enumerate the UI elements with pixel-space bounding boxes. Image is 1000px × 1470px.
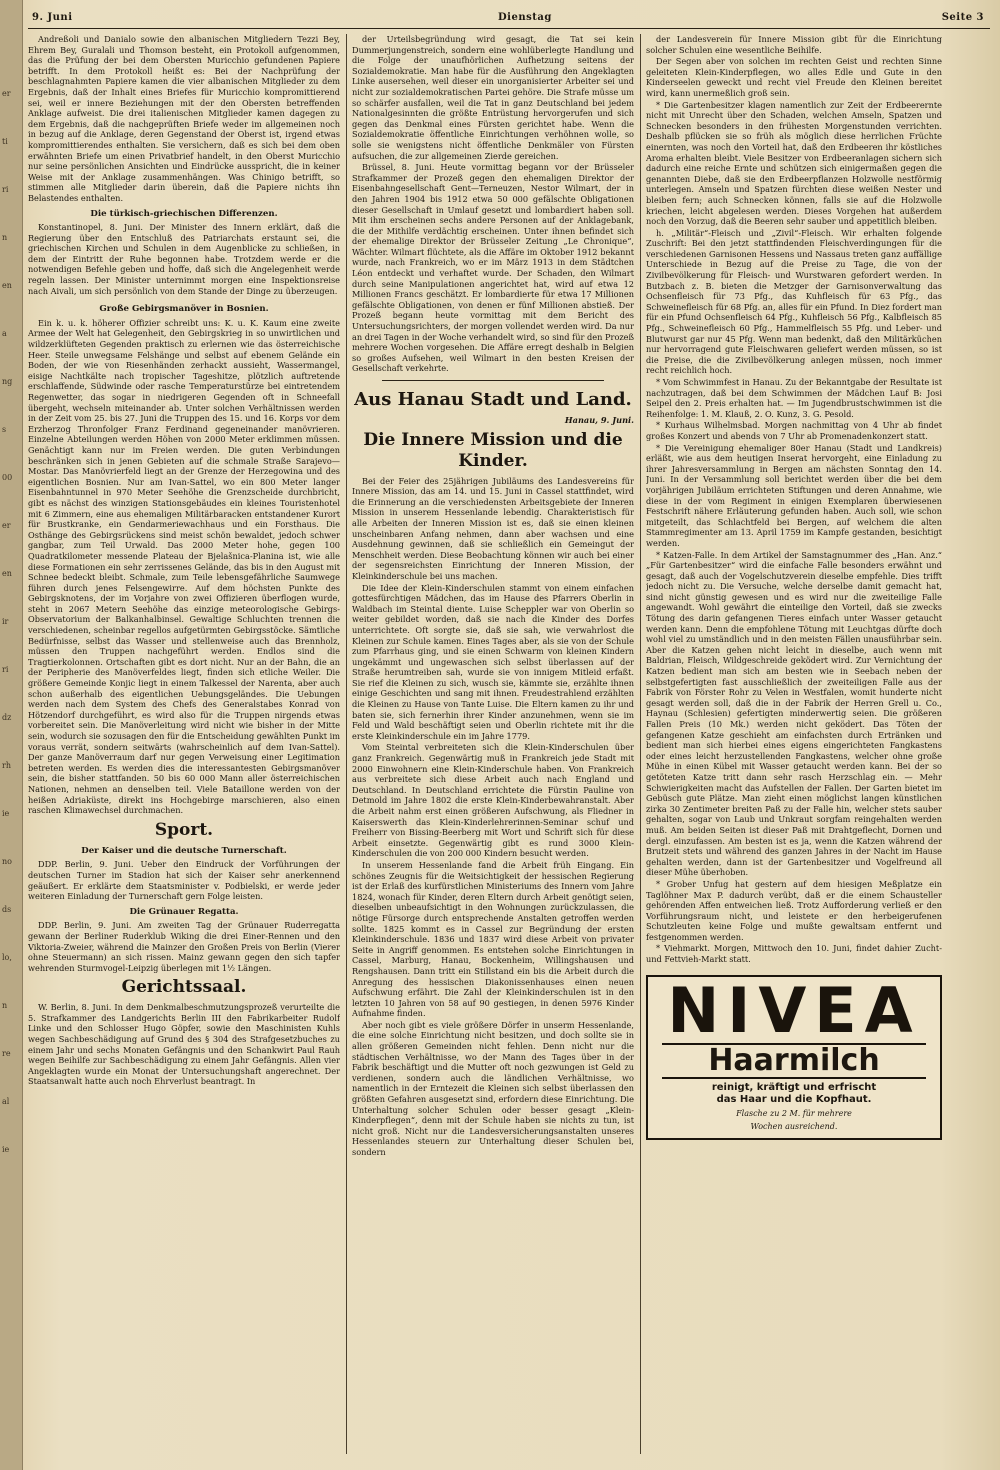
margin-fragment: ti [2, 137, 8, 146]
margin-fragment: n [2, 1001, 8, 1010]
section-divider [382, 380, 604, 381]
margin-fragment: en [2, 569, 12, 578]
margin-fragment: re [2, 1049, 11, 1058]
ad-product: Haarmilch [662, 1043, 926, 1079]
news-item: h. „Militär“-Fleisch und „Zivil“-Fleisch. Wir erhalten folgende Zuschrift: Bei den jetzt stattfindenden Fleischverdingungen für die verschiedenen Garnisonen Hessens und Nassaus treten ganz auffällige Unterschiede in Bezug auf die Preise zu Tage, die von der Zivilbevölkerung für Fleisch- und Wurstwaren gefordert werden. In Butzbach z. B. bieten die Metzger der Garnisonverwaltung das Ochsenfleisch für 73 Pfg., das Kuhfleisch für 63 Pfg., das Schweinefleisch für 68 Pfg. an, alles für ein Pfund. In Diez fordert man für ein Pfund Ochsenfleisch 64 Pfg., Kuhfleisch 56 Pfg., Kalbfleisch 85 Pfg., Schweinefleisch 60 Pfg., Hammelfleisch 55 Pfg. und Leber- und Blutwurst gar nur 45 Pfg. Wenn man bedenkt, daß den Militärküchen nur hervorragend gute Fleischwaren geliefert werden müssen, so ist die Preise, die die Zivilbevölkerung anlegen müssen, noch immer recht reichlich hoch. [646, 227, 942, 376]
margin-fragment: er [2, 521, 11, 530]
adjacent-page-strip [0, 0, 23, 1470]
news-item: * Kurhaus Wilhelmsbad. Morgen nachmittag von 4 Uhr ab findet großes Konzert und abends von 7 Uhr ab Promenadenkonzert statt. [646, 420, 942, 441]
article-paragraph: Die Idee der Klein-Kinderschulen stammt von einem einfachen gottesfürchtigen Mädchen, das im Hause des Pfarrers Oberlin in Waldbach im Steintal diente. Luise Scheppler war von Oberlin so weiter gebildet worden, daß sie nach die Kinder des Dorfes unterrichtete. Oft sorgte sie, daß sie sah, wie verwahrlost die Kleinen zur Schule kamen. Eines Tages aber, als sie von der Schule zum Pfarrhaus ging, und sie einen Schwarm von kleinen Kindern ungekämmt und ungewaschen sich selbst überlassen auf der Straße herumtreiben sah, wurde sie von innigem Mitleid erfaßt. Sie rief die Kleinen zu sich, wusch sie, kämmte sie, erzählte ihnen einige Geschichten und sang mit ihnen. Freudestrahlend erzählten die Kleinen zu Hause von Tante Luise. Die Eltern kamen zu ihr und baten sie, sich fernerhin ihrer Kinder anzunehmen, wenn sie im Feld und Wald beschäftigt seien und Oberlin richtete mit ihr die erste Kleinkinderschule ein im Jahre 1779. [352, 582, 634, 741]
margin-fragment: ie [2, 1145, 10, 1154]
margin-fragment: s [2, 425, 7, 434]
margin-fragment: ri [2, 185, 9, 194]
margin-fragment: er [2, 89, 11, 98]
article-headline: Die türkisch-griechischen Differenzen. [90, 208, 278, 219]
page-header [28, 12, 990, 29]
header-page-number: Seite 3 [941, 12, 984, 23]
article-paragraph: W. Berlin, 8. Juni. In dem Denkmalbeschmutzungsprozeß verurteilte die 5. Strafkammer des Landgerichts Berlin III den Fabrikarbeiter Rudolf Linke und den Schlosser Hugo Göpfer, sowie den Maschinisten Kuhls wegen Sachbeschädigung auf Grund des § 304 des Strafgesetzbuches zu einem Jahr und sechs Monaten Gefängnis und den Schankwirt Paul Rauh wegen Beihilfe zur Sachbeschädigung zu einem Jahr Gefängnis. Allen vier Angeklagten wurde ein Monat der Untersuchungshaft angerechnet. Der Staatsanwalt hatte auch noch Ehrverlust beantragt. In [28, 1002, 340, 1087]
article-paragraph: DDP. Berlin, 9. Juni. Ueber den Eindruck der Vorführungen der deutschen Turner im Stadion hat sich der Kaiser sehr anerkennend geäußert. Er erklärte dem Staatsminister v. Podbielski, er werde jeder weiteren Einladung der Turnerschaft gern Folge leisten. [28, 859, 340, 902]
ad-tagline: das Haar und die Kopfhaut. [716, 1093, 872, 1105]
article-paragraph: In unserem Hessenlande fand die Arbeit früh Eingang. Ein schönes Zeugnis für die Weitsichtigkeit der hessischen Regierung ist der Erlaß des kurfürstlichen Ministeriums des Innern vom Jahre 1824, wonach für Kinder, deren Eltern durch Arbeit genötigt seien, dieselben unbeaufsichtigt in den Wohnungen zurückzulassen, die nötige Fürsorge durch entsprechende Anstalten getroffen werden sollte. 1825 kommt es in Cassel zur Begründung der ersten Kleinkinderschule. 1836 und 1837 wird diese Arbeit von privater Seite in Angriff genommen. Es entstehen solche Einrichtungen in Cassel, Marburg, Hanau, Bockenheim, Willingshausen und Rengshausen. Dann tritt ein Stillstand ein bis die Arbeit durch die Anregung des hessischen Diakonissenhauses einen neuen Aufschwung erfährt. Die Zahl der Kleinkinderschulen ist in den letzten 10 Jahren von 58 auf 90 gestiegen, in denen 5976 Kinder Aufnahme finden. [352, 859, 634, 1019]
column-2 [352, 34, 634, 1460]
margin-fragment: al [2, 1097, 10, 1106]
news-item: * Vom Schwimmfest in Hanau. Zu der Bekanntgabe der Resultate ist nachzutragen, daß bei dem Schwimmen der Mädchen Lauf B: Josi Seipel den 2. Preis erhalten hat. — Im Jugendbrustschwimmen ist die Reihenfolge: 1. M. Klauß, 2. O. Kunz, 3. G. Pesold. [646, 377, 942, 419]
article-headline: Der Kaiser und die deutsche Turnerschaft. [81, 845, 287, 856]
margin-fragment: lo, [2, 953, 12, 962]
news-item: * Die Vereinigung ehemaliger 80er Hanau (Stadt und Landkreis) erläßt, wie aus dem heutigen Inserat hervorgeht, eine Einladung zu ihrer Jahresversammlung in Bergen am nächsten Sonntag den 14. Juni. In der Versammlung soll berichtet werden über die bei dem vorjährigen Jubiläum errichteten Stiftungen und deren Annahme, wie diese in der vom Regiment in einigen Exemplaren überwiesenen Festschrift nähere Erläuterung gefunden haben. Auch soll, wie schon mitgeteilt, das Schlachtfeld bei Bergen, auf welchem die alten Stammregimenter am 13. April 1759 im Kampfe gestanden, besichtigt werden. [646, 442, 942, 548]
article-paragraph: DDP. Berlin, 9. Juni. Am zweiten Tag der Grünauer Ruderregatta gewann der Berliner Ruderklub Wiking die drei Einer-Rennen und den Viktoria-Zweier, während die Mainzer den Großen Preis von Berlin (Vierer ohne Steuermann) an sich rissen. Mainz gewann gegen den sich tapfer wehrenden Sturmvogel-Leipzig überlegen mit 1½ Längen. [28, 920, 340, 973]
news-item: * Katzen-Falle. In dem Artikel der Samstagnummer des „Han. Anz.“ „Für Gartenbesitzer“ wird die einfache Falle besonders erwähnt und gesagt, daß auch der Vogelschutzverein dieselbe empfehle. Dies trifft jedoch nicht zu. Die Versuche, welche derselbe damit gemacht hat, sind nicht günstig gewesen und es wird nur die zweiteilige Falle angewandt. Wohl gewährt die einteilige den Vorteil, daß sie zwecks Tötung des darin gefangenen Tieres einfach unter Wasser getaucht werden kann. Denn die empfohlene Tötung mit Leuchtgas dürfte doch wohl viel zu umständlich und in den meisten Fällen unausführbar sein. Aber die Katzen gehen nicht leicht in dieselbe, auch wenn mit Baldrian, Fleisch, Wildgeschreide geködert wird. Zur Vernichtung der Katzen bedient man sich am besten wie in Seebach neben der selbstgefertigten fast ausschließlich der zweiteiligen Falle aus der Fabrik von Förster Rohr zu Velen in Westfalen, womit hunderte nicht gesagt werden soll, daß die in der Fabrik der Herren Grell u. Co., Haynau (Schlesien) gefertigten minderwertig seien. Die größeren Fallen Preis (10 Mk.) werden nicht geködert. Das Töten der gefangenen Katze geschieht am einfachsten durch Ertränken und bedient man sich hierbei eines eigens eingerichteten Fangkastens oder eines leicht herzustellenden Fangkastens, welcher ohne große Mühe in einen Kübel mit Wasser getaucht werden kann. Bei der so getöteten Katze tritt dann sehr rasch Herzschlag ein. — Mehr Schwierigkeiten macht das Aufstellen der Fallen. Der Garten bietet im Gebüsch gute Plätze. Man zieht einen möglichst langen künstlichen zirka 30 Zentimeter breiten Paß zu der Falle hin, welcher stets sauber gehalten, sogar von Laub und Unkraut sorgfam reingehalten werden muß. Am beiden Seiten ist dieser Paß mit Drahtgeflecht, Dornen und dergl. einzufassen. Am besten ist es ja, wenn die Katzen während der Brutzeit stets und während des ganzen Jahres in der Nacht im Hause gehalten werden, dann ist der Gartenbesitzer und Vogelfreund all dieser Mühe überhoben. [646, 549, 942, 878]
article-paragraph: der Urteilsbegründung wird gesagt, die Tat sei kein Dummerjungenstreich, sondern eine wohlüberlegte Handlung und die Folge der unaufhörlichen Aufhetzung seitens der Sozialdemokratie. Man habe für die Ausführung den Angeklagten Linke ausersehen, weil dieser ein unorganisierter Arbeiter sei und nicht zur sozialdemokratischen Partei gehöre. Die Strafe müsse um so schärfer ausfallen, weil die Tat in ganz Deutschland bei jedem Nationalgesinnten die größte Entrüstung hervorgerufen und sich gegen das Denkmal eines Fürsten gerichtet habe. Wenn die Sozialdemokratie öffentliche Einrichtungen verhöhnen wolle, so solle sie wenigstens nicht öffentliche Denkmäler von Fürsten aufsuchen, die zur allgemeinen Zierde gereichen. [352, 34, 634, 161]
section-heading-local: Aus Hanau Stadt und Land. [354, 389, 632, 410]
ad-price-note: Flasche zu 2 M. für mehrere [736, 1108, 852, 1118]
margin-fragment: ir [2, 617, 9, 626]
article-paragraph: Andreßoli und Danialo sowie den albanischen Mitgliedern Tezzi Bey, Ehrem Bey, Guralali und Thomson besteht, ein Protokoll aufgenommen, das die Prüfung der bei dem Obersten Muricchio gefundenen Papiere betrifft. In dem Protokoll heißt es: Bei der Nachprüfung der beschlagnahmten Papiere kamen die vier albanischen Mitglieder zu dem Ergebnis, daß der Inhalt eines Briefes für Muricchio kompromittierend sei, weil er innere Beziehungen mit der den Obersten betreffenden Anklage aufweist. Die drei italienischen Mitglieder kamen dagegen zu dem Ergebnis, daß die nachgeprüften Briefe weder im allgemeinen noch in bezug auf die Anklage, deren Gegenstand der Oberst ist, irgend etwas kompromittierendes enthalten. Sie versichern, daß es sich bei dem oben erwähnten Briefe um einen Privatbrief handelt, in den Oberst Muricchio nur seine persönlichen Ansichten und Eindrücke ausspricht, die in keiner Weise mit der Anklage zusammenhängen. Was Chinigo betrifft, so stimmen alle Mitglieder darin überein, daß die Papiere nichts ihn Belastendes enthalten. [28, 34, 340, 203]
article-headline: Die Innere Mission und die Kinder. [363, 429, 623, 471]
column-rule [346, 34, 347, 1454]
margin-fragment: ds [2, 905, 12, 914]
article-paragraph: Konstantinopel, 8. Juni. Der Minister des Innern erklärt, daß die Regierung über den Entschluß des Patriarchats erstaunt sei, die griechischen Kirchen und Schulen in dem Augenblicke zu schließen, in dem der Eintritt der Ruhe begonnen habe. Trotzdem werde er die notwendigen Befehle geben und hoffe, daß sich die Angelegenheit werde regeln lassen. Der Minister unternimmt morgen eine Inspektionsreise nach Aivali, um sich persönlich von dem Stande der Dinge zu überzeugen. [28, 222, 340, 296]
header-weekday: Dienstag [498, 12, 552, 23]
section-heading-sport: Sport. [154, 819, 214, 840]
margin-fragment: en [2, 281, 12, 290]
article-headline: Die Grünauer Regatta. [129, 906, 239, 917]
news-item: * Grober Unfug hat gestern auf dem hiesigen Meßplatze ein Taglöhner Max P. dadurch verübt, daß er die einem Schausteller gehörenden Affen entweichen ließ. Trotz Aufforderung verließ er den Vorführungsraum nicht, und leistete er den herbeigerufenen Schutzleuten keine Folge und mußte gewaltsam entfernt und festgenommen werden. [646, 878, 942, 942]
article-paragraph: Ein k. u. k. höherer Offizier schreibt uns: K. u. K. Kaum eine zweite Armee der Welt hat Gelegenheit, den Gebirgskrieg in so unwirtlichen und wildzerklüfteten Gegenden praktisch zu erlernen wie das österreichische Heer. Steile unwegsame Felshänge und selbst auf ebenem Gelände ein Boden, der wie von Riesenhänden zerhackt aussieht, Wassermangel, eisige Nachtkälte nach tropischer Tageshitze, plötzlich auftretende erschlaffende, Südwinde oder rasche Temperaturstürze bei eintretendem Regenwetter, das sogar in niedrigeren Gegenden oft in Schneefall übergeht, wechseln miteinander ab. Unter solchen Verhältnissen werden in der Zeit vom 25. bis 27. Juni die Truppen des 15. und 16. Korps vor dem Erzherzog Thronfolger Franz Ferdinand gegeneinander manövrieren. Einzelne Abteilungen werden Höhen von 2000 Meter erklimmen müssen. Genächtigt kann nur im Freien werden. Die guten Verbindungen beschränken sich in jenen Gebieten auf die schmale Straße Sarajevo—Mostar. Das Manövrierfeld liegt an der Grenze der Herzegowina und des eigentlichen Bosnien. Nur am Ivan-Sattel, wo ein 800 Meter langer Eisenbahntunnel in 970 Meter Seehöhe die Grenzscheide durchbricht, gibt es nächst des winzigen Stationsgebäudes ein kleines Touristenhotel mit 6 Zimmern, eine aus ehemaligen Militärbaracken entstandener Kurort für Brustkranke, ein Gendarmeriewachhaus und ein Forsthaus. Die Osthänge des Gebirgsrückens sind meist schön bewaldet, jedoch schwer gangbar, zum Teil Urwald. Das 2000 Meter hohe, gegen 100 Quadratkilometer messende Plateau der Bjelašnica-Planina ist, wie alle diese Formationen ein sehr zerrissenes Gelände, das bis in den August mit Schnee bedeckt bleibt. Schmale, zum Teile lebensgefährliche Saumwege führen durch jenes Felsengewirre. Auf dem höchsten Punkte des Gebirgsknotens, der im Vorjahre von zwei Offizieren überflogen wurde, steht in 2067 Metern Seehöhe das einzige meteorologische Gebirgs-Observatorium der Balkanhalbinsel. Gewaltige Schluchten trennen die verschiedenen, scheinbar regellos aufgetürmten Gebirgsstöcke. Sämtliche Bedürfnisse, selbst das Wasser und stellenweise auch das Brennholz, müssen den Truppen nachgeführt werden. Endlos sind die Tragtierkolonnen. Ortschaften gibt es dort nicht. Nur an der Bahn, die an der Peripherie des Manöverfeldes liegt, finden sich etliche Weiler. Die größere Gemeinde Konjic liegt in einem Talkessel der Narenta, aber auch schon außerhalb des eigentlichen Uebungsgeländes. Die Uebungen werden nach dem System des Chefs des Generalstabes Konrad von Hötzendorf durchgeführt, es wird also für die Truppen nirgends etwas vorbereitet sein. Die Manöverleitung wird nicht wie bisher in der Mitte sein, wodurch sie sozusagen den für die Entscheidung gewählten Punkt im voraus verrät, sondern seitwärts (wahrscheinlich auf dem Ivan-Sattel). Der ganze Manöverraum darf nur gegen Verweisung einer Legitimation betreten werden. Es werden dies die interessantesten Gebirgsmanöver sein, die bisher stattfanden. 50 bis 60 000 Mann aller österreichischen Nationen, nehmen an denselben teil. Viele Bataillone werden von der heißen Adriaküste, direkt ins Hochgebirge marschieren, also einen raschen Klimawechsel durchmachen. [28, 317, 340, 816]
margin-fragment: ie [2, 809, 10, 818]
article-paragraph: der Landesverein für Innere Mission gibt für die Einrichtung solcher Schulen eine wesentliche Beihilfe. [646, 34, 942, 55]
section-heading-court: Gerichtssaal. [121, 977, 247, 998]
ad-price-note: Wochen ausreichend. [750, 1121, 838, 1131]
column-1 [28, 34, 340, 1460]
article-paragraph: Der Segen aber von solchen im rechten Geist und rechten Sinne geleiteten Klein-Kinderpflegen, wo alles Edle und Gute in den Kinderseelen geweckt und recht viel Freude den Kleinen bereitet wird, kann unermeßlich groß sein. [646, 56, 942, 98]
article-paragraph: Aber noch gibt es viele größere Dörfer in unserm Hessenlande, die eine solche Einrichtung nicht besitzen, und doch sollte sie in allen größeren Gemeinden nicht fehlen. Denn nicht nur die städtischen Verhältnisse, wo der Mann des Tages über in der Fabrik beschäftigt und die Mutter oft noch gezwungen ist Geld zu verdienen, sondern auch die ländlichen Verhältnisse, wo namentlich in der Erntezeit die Kleinen sich selbst überlassen den größten Gefahren ausgesetzt sind, erfordern diese Einrichtung. Die Unterhaltung solcher Schulen oder besser gesagt „Klein-Kinderpflegen“, denn mit der Schule haben sie nichts zu tun, ist nicht groß. Nicht nur die Landesversicherungsanstalten unseres Hessenlandes steuern zur Unterhaltung dieser Schulen bei, sondern [352, 1019, 634, 1157]
margin-fragment: dz [2, 713, 12, 722]
news-item: * Die Gartenbesitzer klagen namentlich zur Zeit der Erdbeerernte nicht mit Unrecht über den Schaden, welchen Amseln, Spatzen und Schnecken besonders in den frühesten Morgenstunden verrichten. Deshalb pflücken sie so früh als möglich diese herrlichen Früchte einernten, was noch den Vorteil hat, daß den Erdbeeren ihr köstliches Aroma erhalten bleibt. Viele Besitzer von Erdbeeranlagen sichern sich dadurch eine reiche Ernte und schützen sich einigermaßen gegen die genannten Diebe, daß sie den Erdbeerpflanzen Holzwolle nestförmig unterlegen. Amseln und Spatzen fürchten diese weißen Nester und bleiben fern; auch Schnecken können, falls sie auf die Holzwolle kriechen, leicht abgelesen werden. Dieses Vorgehen hat außerdem noch den Vorzug, daß die Beeren sehr sauber und appetitlich bleiben. [646, 99, 942, 227]
article-paragraph: Bei der Feier des 25jährigen Jubiläums des Landesvereins für Innere Mission, das am 14. und 15. Juni in Cassel stattfindet, wird die Erinnerung an die verschiedensten Arbeitsgebiete der Inneren Mission in unserem Hessenlande lebendig. Charakteristisch für alle Arbeiten der Inneren Mission ist es, daß sie einen kleinen unscheinbaren Anfang nehmen, dann aber wachsen und eine Ausdehnung gewinnen, daß sie schließlich ein Gemeingut der Menschheit werden. Diese Beobachtung können wir auch bei einer der segensreichsten Einrichtung der Inneren Mission, der Kleinkinderschule bei uns machen. [352, 475, 634, 581]
ad-tagline: reinigt, kräftigt und erfrischt [711, 1081, 877, 1093]
nivea-advertisement [646, 975, 942, 1140]
article-paragraph: Vom Steintal verbreiteten sich die Klein-Kinderschulen über ganz Frankreich. Gegenwärtig muß in Frankreich jede Stadt mit 2000 Einwohnern eine Klein-Kinderschule haben. Von Frankreich aus verbreitete sich diese Arbeit auch nach England und Deutschland. In Deutschland errichtete die Fürstin Pauline von Detmold im Jahre 1802 die erste Klein-Kinderbewahranstalt. Aber die Arbeit nahm erst einen größeren Aufschwung, als Fliedner in Kaiserswerth das Klein-Kinderlehrerinnen-Seminar schuf und Freiherr von Bissing-Beerberg mit Wort und Schrift sich für diese Arbeit einsetzte. Gegenwärtig gibt es rund 3000 Klein-Kinderschulen die von 200 000 Kindern besucht werden. [352, 742, 634, 859]
dateline: Hanau, 9. Juni. [564, 415, 634, 425]
column-3 [646, 34, 942, 1460]
margin-fragment: ri [2, 665, 9, 674]
margin-fragment: n [2, 233, 8, 242]
ad-brand: NIVEA [667, 973, 921, 1047]
margin-fragment: no [2, 857, 12, 866]
article-headline: Große Gebirgsmanöver in Bosnien. [99, 304, 269, 315]
header-date: 9. Juni [32, 12, 73, 23]
margin-fragment: 00 [2, 473, 13, 482]
article-paragraph: Brüssel, 8. Juni. Heute vormittag begann vor der Brüsseler Strafkammer der Prozeß gegen den ehemaligen Direktor der Eisenbahngesellschaft Gent—Terneuzen, Nestor Wilmart, der in den Jahren 1904 bis 1912 etwa 50 000 gefälschte Obligationen dieser Gesellschaft in Umlauf gesetzt und lombardiert haben soll. Mit ihm erscheinen sechs andere Personen auf der Anklagebank, die der Mithilfe verdächtig erscheinen. Unter ihnen befindet sich der ehemalige Direktor der Brüsseler Zeitung „Le Chronique“, Wächter. Wilmart flüchtete, als die Affäre im Oktober 1912 bekannt wurde, nach Frankreich, wo er im März 1913 in dem Städtchen Léon entdeckt und verhaftet wurde. Der Schaden, den Wilmart durch seine Manipulationen angerichtet hat, wird auf etwa 12 Millionen Francs geschätzt. Er lombardierte für etwa 17 Millionen gefälschte Obligationen, von denen er fünf Millionen abstieß. Der Prozeß begann heute vormittag mit dem Bericht des Untersuchungsrichters, der morgen vollendet werden wird. Da nur an drei Tagen in der Woche verhandelt wird, so sind für den Prozeß mehrere Wochen vorgesehen. Die Affäre erregt deshalb in Belgien so großes Aufsehen, weil Wilmart in den besten Kreisen der Gesellschaft verkehrte. [352, 162, 634, 374]
news-item: * Viehmarkt. Morgen, Mittwoch den 10. Juni, findet dahier Zucht- und Fettvieh-Markt statt. [646, 943, 942, 965]
margin-fragment: a [2, 329, 7, 338]
margin-fragment: rh [2, 761, 11, 770]
margin-fragment: ng [2, 377, 13, 386]
column-rule [640, 34, 641, 1454]
